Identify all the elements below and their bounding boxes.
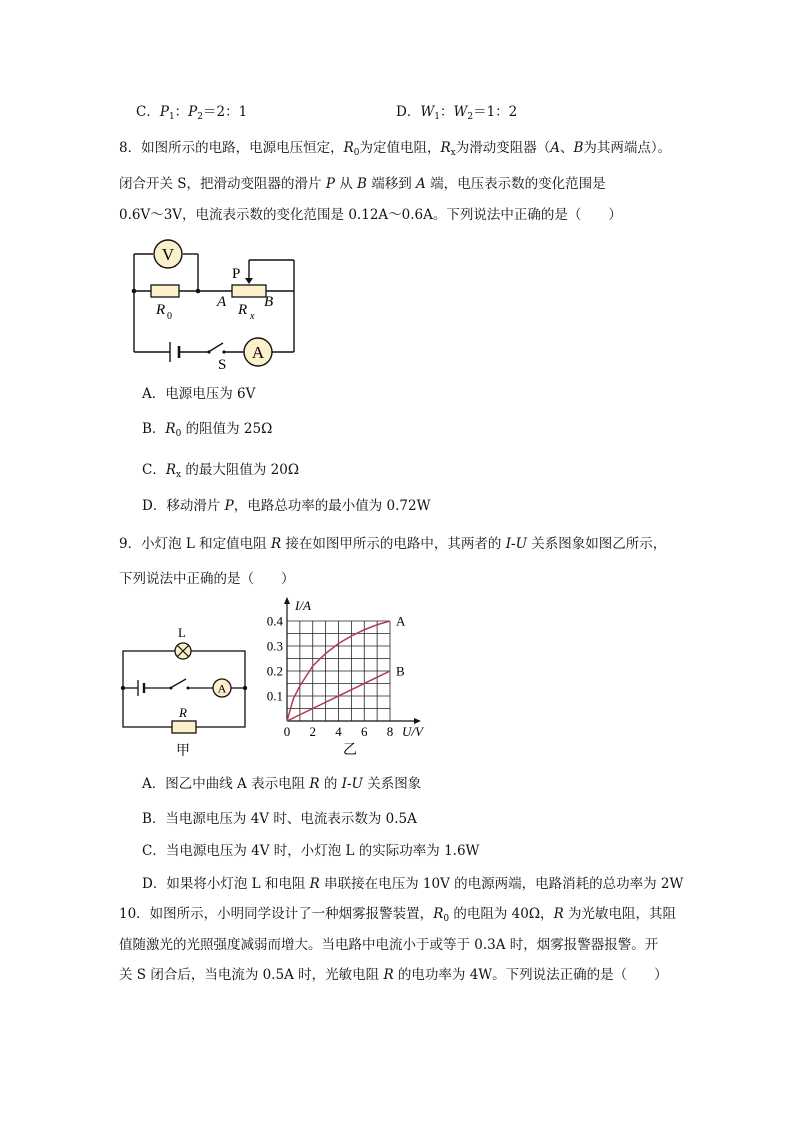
rheostat-icon bbox=[232, 285, 266, 297]
x-tick-label: 6 bbox=[361, 724, 368, 739]
q10-stem-line1: 10．如图所示，小明同学设计了一种烟雾报警装置，$R_0$ 的电阻为 40Ω，R 为光敏电阻，其阻 bbox=[119, 906, 677, 924]
lamp-label: L bbox=[178, 625, 186, 640]
r0-label: R bbox=[156, 302, 166, 318]
ammeter-label: A bbox=[217, 681, 227, 696]
q9-option-d: D．如果将小灯泡 L 和电阻 R 串联接在电压为 10V 的电源两端，电路消耗的总功率为 2W bbox=[142, 876, 684, 892]
q8-stem-line3: 0.6V～3V，电流表示数的变化范围是 0.12A～0.6A。下列说法中正确的是（ ） bbox=[119, 207, 622, 223]
y-axis-arrow bbox=[284, 597, 290, 604]
junction-dot bbox=[196, 289, 201, 294]
q8-option-b: B．$R_0$ 的阻值为 25Ω bbox=[142, 421, 273, 439]
y-axis-label: I/A bbox=[295, 598, 311, 613]
ammeter-icon bbox=[213, 679, 231, 697]
q10-stem-line2: 值随激光的光照强度减弱而增大。当电路中电流小于或等于 0.3A 时，烟雾报警器报警。开 bbox=[119, 937, 659, 953]
rx-sub: x bbox=[250, 311, 255, 322]
q9-option-b: B．当电源电压为 4V 时、电流表示数为 0.5A bbox=[142, 811, 417, 827]
figure-yi-caption: 乙 bbox=[343, 743, 357, 758]
switch-icon bbox=[170, 679, 190, 690]
end-b-label: B bbox=[264, 294, 274, 310]
series-label-b: B bbox=[396, 663, 405, 679]
y-tick-label: 0.4 bbox=[266, 613, 283, 629]
battery-icon bbox=[170, 342, 179, 362]
chart-grid bbox=[287, 621, 390, 721]
slider-arrow-icon bbox=[245, 278, 253, 284]
q9-option-c: C．当电源电压为 4V 时，小灯泡 L 的实际功率为 1.6W bbox=[142, 843, 480, 859]
q8-option-a: A．电源电压为 6V bbox=[142, 386, 256, 402]
switch-label: S bbox=[218, 357, 227, 373]
q8-option-d: D．移动滑片 P，电路总功率的最小值为 0.72W bbox=[142, 498, 431, 514]
q8-circuit-diagram bbox=[118, 236, 310, 374]
q7-option-d: D．$W_1$：$W_2=1$：2 bbox=[396, 104, 518, 122]
x-tick-label: 4 bbox=[335, 724, 342, 739]
y-tick-label: 0.3 bbox=[266, 638, 283, 654]
q9-iu-graph-yi bbox=[258, 592, 438, 760]
q9-stem-line2: 下列说法中正确的是（ ） bbox=[119, 571, 295, 587]
rx-label: R bbox=[238, 302, 248, 318]
resistor-label: R bbox=[179, 705, 187, 720]
r0-sub: 0 bbox=[167, 311, 172, 322]
x-tick-label: 2 bbox=[309, 724, 316, 739]
q8-option-c: C．$R_x$ 的最大阻值为 20Ω bbox=[142, 462, 300, 480]
q9-circuit-diagram-jia bbox=[112, 622, 257, 762]
q8-stem-line2: 闭合开关 S，把滑动变阻器的滑片 P 从 B 端移到 A 端，电压表示数的变化范围是 bbox=[119, 176, 606, 192]
q9-stem-line1: 9．小灯泡 L 和定值电阻 R 接在如图甲所示的电路中，其两者的 I-U 关系图象如图乙所示， bbox=[119, 536, 667, 552]
q9-option-a: A．图乙中曲线 A 表示电阻 R 的 I-U 关系图象 bbox=[142, 776, 422, 792]
y-tick-label: 0.1 bbox=[266, 688, 283, 704]
voltmeter-icon bbox=[154, 240, 182, 268]
q8-stem-line1: 8．如图所示的电路，电源电压恒定，$R_0$为定值电阻，$R_x$为滑动变阻器（A、B为其两端点）。 bbox=[119, 140, 672, 158]
resistor-icon bbox=[172, 721, 196, 733]
voltmeter-label: V bbox=[161, 245, 175, 264]
ammeter-icon bbox=[244, 338, 272, 366]
y-tick-label: 0.2 bbox=[266, 663, 283, 679]
ammeter-label: A bbox=[251, 343, 265, 362]
lamp-icon bbox=[175, 643, 191, 659]
slider-label: P bbox=[232, 266, 241, 282]
x-tick-label: 8 bbox=[386, 724, 394, 739]
end-a-label: A bbox=[217, 294, 227, 310]
battery-icon bbox=[138, 680, 144, 696]
r0-resistor-icon bbox=[151, 285, 179, 297]
figure-jia-caption: 甲 bbox=[176, 744, 190, 759]
x-tick-label: 0 bbox=[283, 724, 291, 739]
q10-stem-line3: 关 S 闭合后，当电流为 0.5A 时，光敏电阻 R 的电功率为 4W。下列说法正确的是（ ） bbox=[119, 967, 668, 983]
x-axis-label: U/V bbox=[402, 724, 423, 739]
switch-icon bbox=[207, 343, 225, 354]
junction-dot bbox=[132, 289, 137, 294]
q7-option-c: C．$P_1$：$P_2=2$：1 bbox=[136, 104, 248, 122]
series-label-a: A bbox=[396, 613, 406, 629]
